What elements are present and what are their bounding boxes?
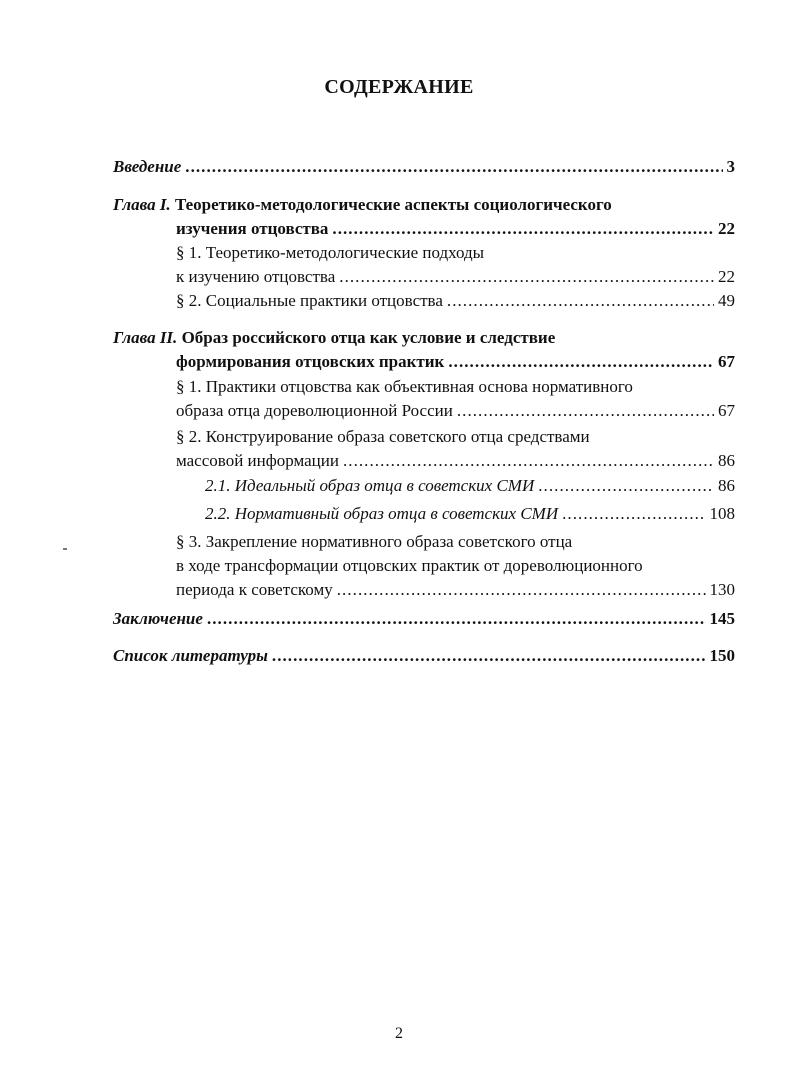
toc-entry-ch2-section-2[interactable] <box>176 425 735 473</box>
dot-leader <box>447 289 714 313</box>
chapter-prefix: Глава I. <box>113 195 171 214</box>
toc-entry-label-cont: образа отца дореволюционной России <box>176 401 453 420</box>
toc-page-number: 22 <box>718 267 735 286</box>
toc-entry-ch1-section-2[interactable] <box>176 289 735 313</box>
toc-entry-label: Список литературы <box>113 646 268 665</box>
toc-page-number: 86 <box>718 451 735 470</box>
scan-speck <box>63 548 67 550</box>
page-title: СОДЕРЖАНИЕ <box>324 76 474 98</box>
toc-entry-label: § 2. Социальные практики отцовства <box>176 291 443 310</box>
chapter-prefix: Глава II. <box>113 328 178 347</box>
toc-entry-label: 2.1. Идеальный образ отца в советских СМИ <box>205 476 535 495</box>
toc-entry-label: 2.2. Нормативный образ отца в советских СМИ <box>205 504 559 523</box>
toc-entry-label-cont: в ходе трансформации отцовских практик от дореволюционного <box>176 556 643 575</box>
dot-leader <box>343 449 714 473</box>
toc-entry-label: § 1. Практики отцовства как объективная основа нормативного <box>176 377 633 396</box>
dot-leader <box>272 644 706 668</box>
dot-leader <box>185 155 722 179</box>
dot-leader <box>538 474 714 498</box>
toc-entry-label-cont: формирования отцовских практик <box>176 352 445 371</box>
toc-entry-label-cont: периода к советскому <box>176 580 333 599</box>
toc-entry-label-cont: массовой информации <box>176 451 339 470</box>
toc-entry-references[interactable] <box>113 644 735 668</box>
toc-entry-ch1-section-1[interactable] <box>176 241 735 289</box>
dot-leader <box>448 350 714 374</box>
toc-page-number: 145 <box>709 609 735 628</box>
toc-entry-label: § 2. Конструирование образа советского отца средствами <box>176 427 590 446</box>
toc-entry-chapter-2[interactable] <box>113 326 735 374</box>
toc-page-number: 67 <box>718 401 735 420</box>
dot-leader <box>457 399 714 423</box>
toc-entry-label: Заключение <box>113 609 203 628</box>
toc-entry-label: Образ российского отца как условие и следствие <box>181 328 556 347</box>
toc-entry-label: Теоретико-методологические аспекты социологического <box>174 195 612 214</box>
toc-page-number: 67 <box>718 352 735 371</box>
toc-entry-ch2-subsection-2-2[interactable] <box>205 502 735 526</box>
toc-page-number: 150 <box>709 646 735 665</box>
toc-entry-ch2-section-1[interactable] <box>176 375 735 423</box>
toc-page-number: 108 <box>709 504 735 523</box>
toc-entry-intro[interactable] <box>113 155 735 179</box>
toc-entry-label-cont: изучения отцовства <box>176 219 329 238</box>
toc-page-number: 49 <box>718 291 735 310</box>
toc-entry-label-cont: к изучению отцовства <box>176 267 336 286</box>
toc-page-number: 22 <box>718 219 735 238</box>
dot-leader <box>339 265 714 289</box>
toc-entry-conclusion[interactable] <box>113 607 735 631</box>
dot-leader <box>207 607 706 631</box>
toc-page-number: 3 <box>726 157 735 176</box>
toc-entry-label: § 1. Теоретико-методологические подходы <box>176 243 485 262</box>
page-number: 2 <box>395 1025 403 1042</box>
toc-entry-ch2-subsection-2-1[interactable] <box>205 474 735 498</box>
dot-leader <box>332 217 714 241</box>
toc-page-number: 86 <box>718 476 735 495</box>
toc-entry-label: Введение <box>113 157 182 176</box>
toc-page-number: 130 <box>709 580 735 599</box>
toc-entry-label: § 3. Закрепление нормативного образа советского отца <box>176 532 573 551</box>
dot-leader <box>337 578 706 602</box>
toc-entry-ch2-section-3[interactable] <box>176 530 735 602</box>
dot-leader <box>562 502 705 526</box>
toc-entry-chapter-1[interactable] <box>113 193 735 241</box>
